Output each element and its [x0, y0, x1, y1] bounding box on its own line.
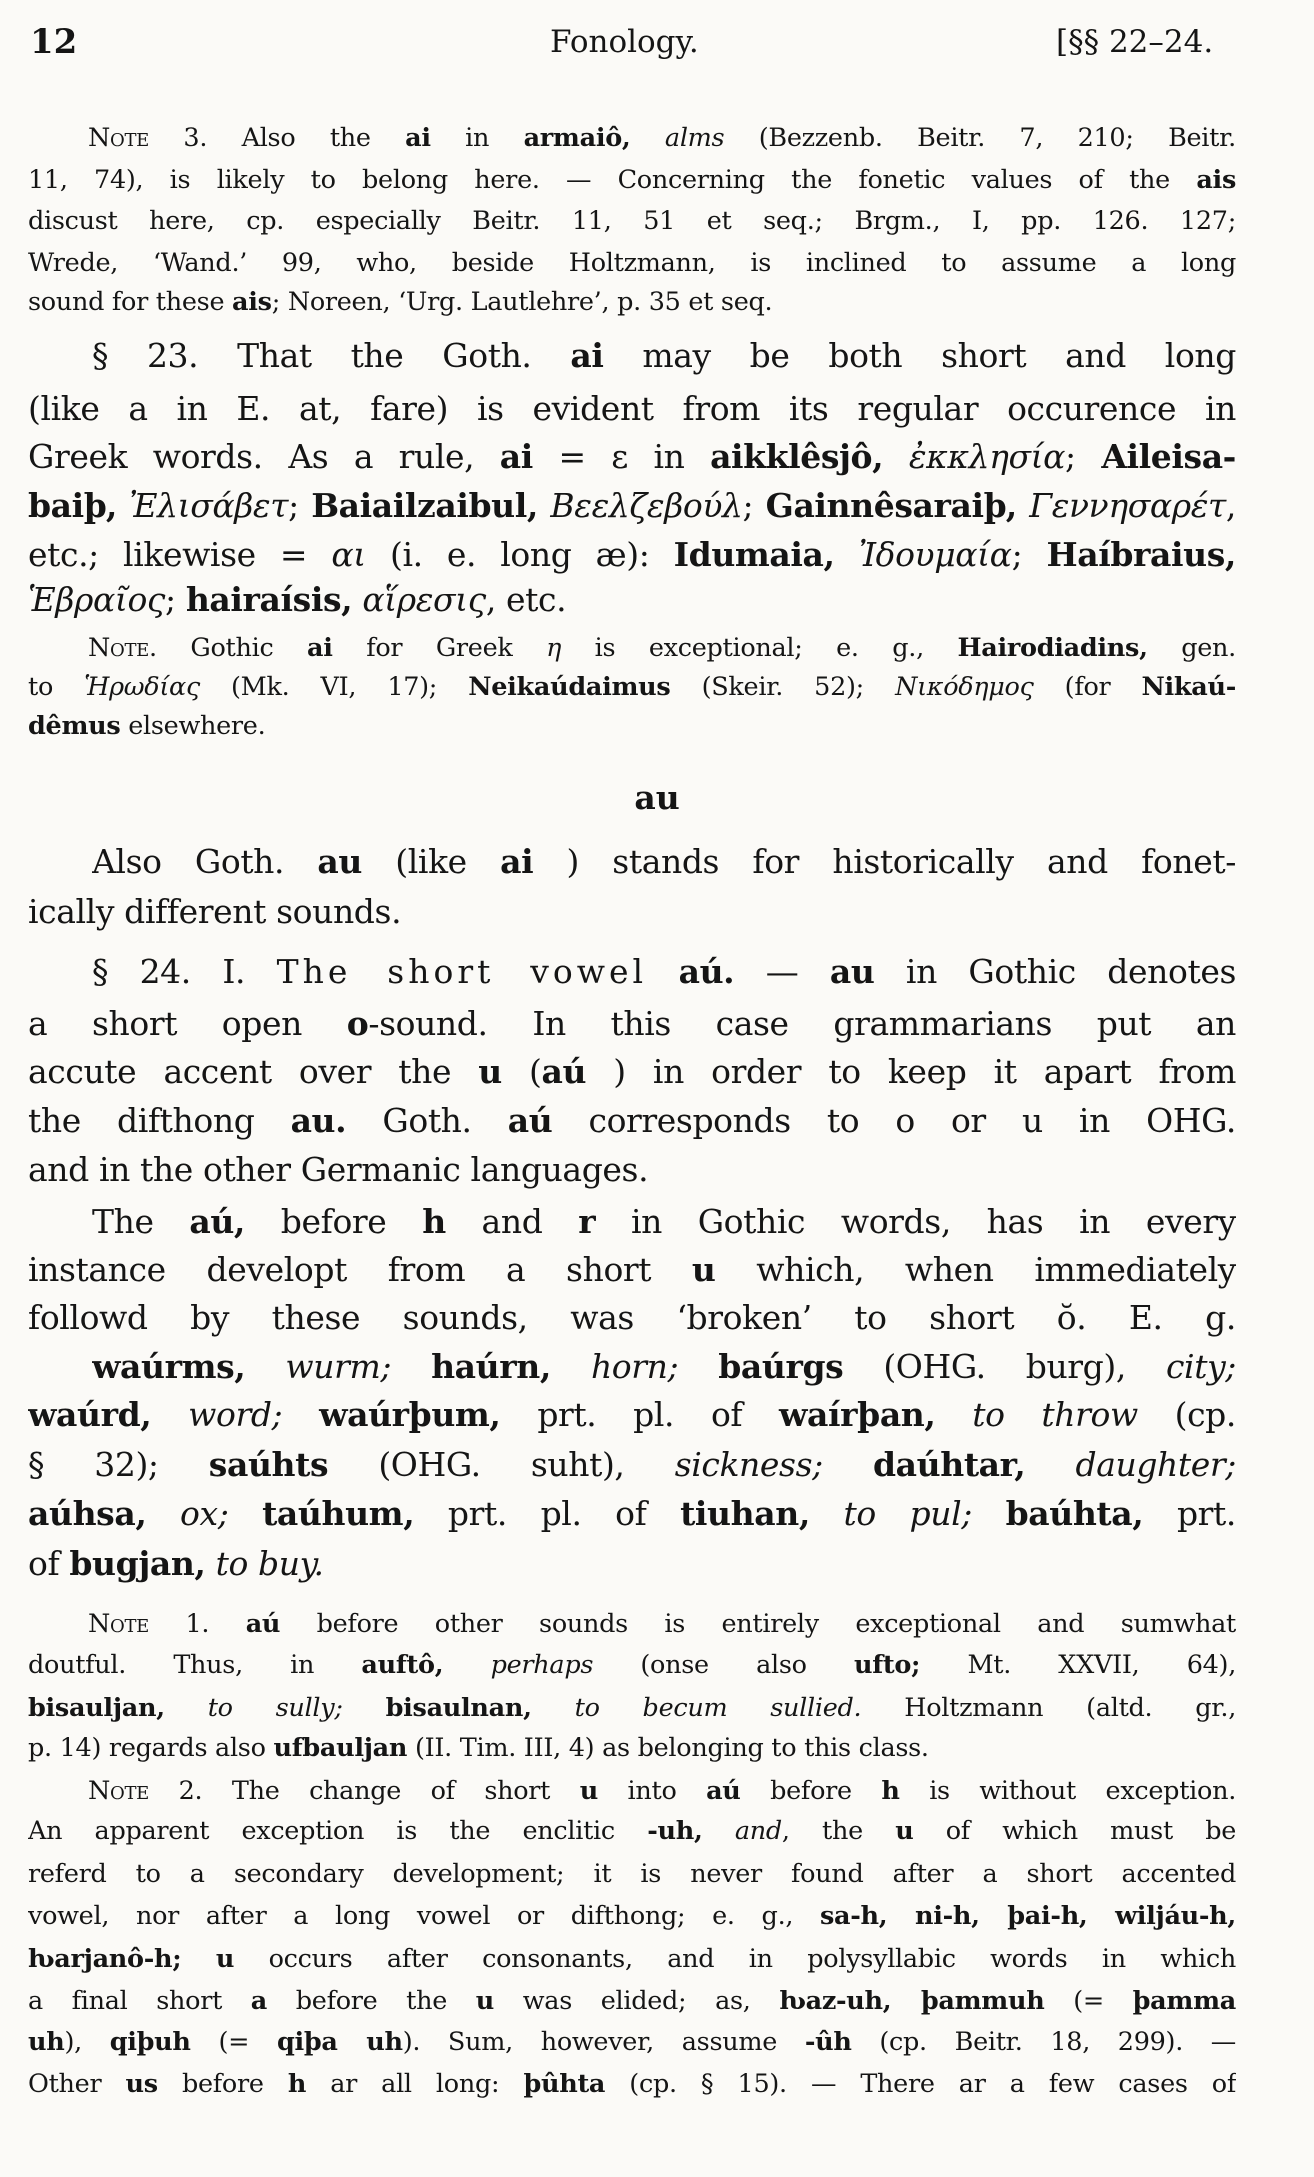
- italic-word: wurm;: [285, 1347, 392, 1386]
- text-run: [551, 1347, 591, 1386]
- text-run: ;: [288, 486, 312, 525]
- text-line: [28, 1647, 1236, 1683]
- italic-word: Ἑβραῖος: [28, 580, 166, 619]
- text-run: (cp. Beitr. 18, 299). —: [851, 2027, 1236, 2057]
- text-run: [209, 1609, 245, 1639]
- text-run: [165, 1693, 208, 1723]
- text-run: Also the: [207, 123, 406, 153]
- bold-word: þûhta: [523, 2069, 606, 2099]
- italic-word: and: [734, 1816, 782, 1846]
- text-line: [28, 1898, 1236, 1934]
- text-run: which, when immediately: [715, 1250, 1236, 1289]
- bold-word: waúrms,: [92, 1347, 246, 1386]
- text-line: [28, 203, 1236, 239]
- text-run: occurs after consonants, and in polysyllabic words in which: [234, 1944, 1236, 1974]
- italic-word: αἵρεσις: [362, 580, 486, 619]
- italic-word: city;: [1165, 1347, 1236, 1386]
- text-line: [28, 533, 1236, 577]
- italic-word: Ἐλισάβετ: [129, 486, 289, 525]
- text-run: ) stands for historically and fonet-: [533, 842, 1236, 881]
- text-run: [1025, 1445, 1075, 1484]
- text-run: ically different sounds.: [28, 892, 402, 931]
- text-run: (like: [362, 842, 501, 881]
- text-run: [343, 1693, 386, 1723]
- bold-word: waírþan,: [779, 1395, 936, 1434]
- italic-word: η: [546, 633, 562, 663]
- text-line: [88, 120, 1236, 156]
- running-title: Fonology.: [550, 24, 699, 60]
- text-run: before: [245, 1202, 423, 1241]
- text-run: vowel, nor after a long vowel or difthong; e. g.,: [28, 1901, 820, 1931]
- text-line: [28, 387, 1236, 431]
- bold-word: ai: [405, 123, 431, 153]
- text-line: [28, 578, 1236, 622]
- text-run: (onse also: [593, 1650, 854, 1680]
- bold-word: baúrgs: [718, 1347, 844, 1386]
- bold-word: Haíbraius,: [1046, 535, 1236, 574]
- bold-word: ƕarjanô-h;: [28, 1944, 182, 1974]
- text-run: (Bezzenb. Beitr. 7, 210; Beitr.: [724, 123, 1236, 153]
- text-line: [28, 1296, 1236, 1340]
- bold-word: bisauljan,: [28, 1693, 165, 1723]
- text-line: [28, 1393, 1236, 1437]
- text-run: before other sounds is entirely exceptional and sumwhat: [280, 1609, 1236, 1639]
- text-run: ;: [165, 580, 186, 619]
- section-heading-au: au: [634, 778, 680, 817]
- bold-word: -uh,: [647, 1816, 703, 1846]
- bold-word: Gainnêsaraiþ,: [765, 486, 1017, 525]
- text-run: [703, 1816, 735, 1846]
- italic-word: ἐκκλησία: [908, 437, 1066, 476]
- bold-word: Baiailzaibul,: [311, 486, 539, 525]
- bold-word: baiþ,: [28, 486, 117, 525]
- text-line: [92, 840, 1236, 884]
- text-line: [28, 435, 1236, 479]
- bold-word: ƕaz-uh, þammuh: [779, 1986, 1045, 2016]
- text-line: [28, 1690, 1236, 1726]
- text-line: [88, 1773, 1236, 1809]
- text-run: [181, 1944, 216, 1974]
- text-run: corresponds to o or u in OHG.: [552, 1101, 1236, 1140]
- text-run: before the: [267, 1986, 476, 2016]
- text-run: and: [445, 1202, 579, 1241]
- text-run: p. 14) regards also: [28, 1733, 274, 1763]
- text-run: a final short: [28, 1986, 251, 2016]
- text-run: (Mk. VI, 17);: [199, 672, 469, 702]
- italic-word: to buy.: [215, 1544, 324, 1583]
- text-run: (like a in E. at, fare) is evident from its regular occurence in: [28, 389, 1236, 428]
- text-run: before: [157, 2069, 288, 2099]
- bold-word: dêmus: [28, 711, 121, 741]
- italic-word: to sully;: [207, 1693, 343, 1723]
- bold-word: r: [578, 1202, 596, 1241]
- text-run: ar all long:: [306, 2069, 524, 2099]
- text-run: (=: [190, 2027, 277, 2057]
- bold-word: au.: [290, 1101, 347, 1140]
- bold-word: h: [881, 1776, 900, 1806]
- text-run: into: [597, 1776, 707, 1806]
- text-line: [28, 669, 1236, 705]
- text-run: ;: [1065, 437, 1102, 476]
- bold-word: us: [125, 2069, 158, 2099]
- text-run: followd by these sounds, was ‘broken’ to short ŏ. E. g.: [28, 1298, 1236, 1337]
- text-run: [146, 1494, 180, 1533]
- text-run: gen.: [1147, 633, 1236, 663]
- text-line: [28, 484, 1236, 528]
- text-run: accute accent over the: [28, 1052, 479, 1091]
- text-run: (Skeir. 52);: [670, 672, 896, 702]
- text-line: [92, 1345, 1236, 1389]
- text-run: [678, 1347, 718, 1386]
- text-run: [883, 437, 909, 476]
- text-run: ,: [1225, 486, 1236, 525]
- text-run: An apparent exception is the enclitic: [28, 1816, 648, 1846]
- bold-word: Neikaúdaimus: [468, 672, 671, 702]
- bold-word: h: [422, 1202, 446, 1241]
- text-run: , etc.: [485, 580, 567, 619]
- text-run: ;: [1011, 535, 1047, 574]
- text-run: [245, 1347, 285, 1386]
- bold-word: taúhum,: [262, 1494, 415, 1533]
- text-run: [117, 486, 129, 525]
- note-label: Note.: [88, 633, 157, 663]
- text-run: ),: [64, 2027, 110, 2057]
- text-line: [28, 1542, 1236, 1586]
- bold-word: au: [317, 842, 362, 881]
- bold-word: aúhsa,: [28, 1494, 147, 1533]
- text-run: sound for these: [28, 287, 233, 317]
- italic-word: alms: [664, 123, 725, 153]
- text-run: —: [734, 952, 830, 991]
- text-run: is exceptional; e. g.,: [561, 633, 958, 663]
- page-number: 12: [30, 22, 78, 62]
- text-run: instance developt from a short: [28, 1250, 692, 1289]
- bold-word: waúrd,: [28, 1395, 152, 1434]
- text-run: before: [740, 1776, 882, 1806]
- italic-word: horn;: [590, 1347, 679, 1386]
- text-line: [28, 708, 1236, 744]
- text-line: [28, 1983, 1236, 2019]
- text-run: [810, 1494, 844, 1533]
- bold-word: Hairodiadins,: [957, 633, 1148, 663]
- bold-word: u: [579, 1776, 598, 1806]
- bold-word: aú: [507, 1101, 553, 1140]
- bold-word: ufbauljan: [273, 1733, 408, 1763]
- text-line: [88, 630, 1236, 666]
- text-run: prt. pl. of: [500, 1395, 780, 1434]
- bold-word: h: [287, 2069, 307, 2099]
- text-run: referd to a secondary development; it is never found after a short accented: [28, 1859, 1236, 1889]
- text-line: [28, 2024, 1236, 2060]
- note-label: Note 1.: [88, 1609, 210, 1639]
- italic-word: αι: [331, 535, 366, 574]
- text-line: [28, 284, 1236, 320]
- text-run: (cp. § 15). — There ar a few cases of: [605, 2069, 1236, 2099]
- text-line: [28, 890, 1236, 934]
- italic-word: perhaps: [490, 1650, 594, 1680]
- bold-word: u: [691, 1250, 716, 1289]
- italic-word: Ἡρωδίας: [84, 672, 200, 702]
- bold-word: -ûh: [804, 2027, 852, 2057]
- text-run: § 32);: [28, 1445, 209, 1484]
- text-run: ;: [742, 486, 766, 525]
- italic-word: daughter;: [1075, 1445, 1236, 1484]
- text-line: [28, 1941, 1236, 1977]
- text-run: [538, 486, 550, 525]
- note-label: Note 3.: [88, 123, 208, 153]
- text-run: (cp.: [1137, 1395, 1236, 1434]
- text-run: [972, 1494, 1006, 1533]
- text-run: of: [28, 1544, 70, 1583]
- text-run: Wrede, ‘Wand.’ 99, who, beside Holtzmann, is inclined to assume a long: [28, 248, 1236, 278]
- text-line: [28, 1050, 1236, 1094]
- bold-word: ufto;: [853, 1650, 921, 1680]
- text-run: = ε in: [532, 437, 711, 476]
- bold-word: baúhta,: [1005, 1494, 1144, 1533]
- bold-word: u: [895, 1816, 914, 1846]
- text-run: [823, 1445, 873, 1484]
- text-run: Gothic: [156, 633, 307, 663]
- bold-word: sa-h, ni-h, þai-h, wiljáu-h,: [820, 1901, 1236, 1931]
- text-run: (: [501, 1052, 542, 1091]
- text-run: for Greek: [332, 633, 547, 663]
- bold-word: au: [829, 952, 875, 991]
- text-line: [92, 950, 1236, 994]
- text-run: Other: [28, 2069, 126, 2099]
- text-line: [28, 1813, 1236, 1849]
- text-line: [28, 1248, 1236, 1292]
- bold-word: u: [478, 1052, 502, 1091]
- text-run: discust here, cp. especially Beitr. 11, 51 et seq.; Brgm., I, pp. 126. 127;: [28, 206, 1236, 236]
- italic-word: word;: [188, 1395, 283, 1434]
- bold-word: qiþa uh: [276, 2027, 403, 2057]
- text-run: etc.; likewise =: [28, 535, 332, 574]
- text-run: [443, 1650, 490, 1680]
- bold-word: aú,: [189, 1202, 246, 1241]
- italic-word: ox;: [180, 1494, 229, 1533]
- text-run: § 23. That the Goth.: [92, 336, 571, 375]
- text-line: [28, 1856, 1236, 1892]
- text-run: -sound. In this case grammarians put an: [368, 1004, 1236, 1043]
- section-range: [§§ 22–24.: [1056, 24, 1214, 60]
- text-run: The change of short: [202, 1776, 580, 1806]
- text-run: (OHG. suht),: [328, 1445, 675, 1484]
- bold-word: waúrþum,: [319, 1395, 501, 1434]
- text-run: Holtzmann (altd. gr.,: [861, 1693, 1236, 1723]
- italic-word: to pul;: [843, 1494, 972, 1533]
- text-run: (for: [1033, 672, 1142, 702]
- bold-word: haúrn,: [431, 1347, 551, 1386]
- text-run: a short open: [28, 1004, 347, 1043]
- text-run: (II. Tim. III, 4) as belonging to this class.: [407, 1733, 929, 1763]
- note-label: Note 2.: [88, 1776, 203, 1806]
- text-line: [28, 1730, 1236, 1766]
- bold-word: ai: [499, 437, 533, 476]
- text-run: (i. e. long æ):: [365, 535, 674, 574]
- bold-word: o: [346, 1004, 369, 1043]
- text-run: to: [28, 672, 85, 702]
- text-run: and in the other Germanic languages.: [28, 1150, 649, 1189]
- bold-word: þamma: [1132, 1986, 1236, 2016]
- text-run: [206, 1544, 216, 1583]
- text-run: Greek words. As a rule,: [28, 437, 500, 476]
- text-line: [28, 1443, 1236, 1487]
- bold-word: hairaísis,: [185, 580, 353, 619]
- text-run: (OHG. burg),: [843, 1347, 1166, 1386]
- bold-word: Nikaú-: [1141, 672, 1236, 702]
- bold-word: uh: [28, 2027, 65, 2057]
- text-line: [92, 1200, 1236, 1244]
- bold-word: aú.: [678, 952, 735, 991]
- bold-word: bisaulnan,: [385, 1693, 532, 1723]
- bold-word: bugjan,: [69, 1544, 206, 1583]
- text-line: [28, 1099, 1236, 1143]
- italic-word: to becum sullied.: [574, 1693, 862, 1723]
- text-run: ). Sum, however, assume: [402, 2027, 805, 2057]
- text-run: , the: [781, 1816, 896, 1846]
- text-line: [28, 1492, 1236, 1536]
- bold-word: saúhts: [208, 1445, 329, 1484]
- text-run: in Gothic words, has in every: [595, 1202, 1236, 1241]
- bold-word: Aileisa-: [1101, 437, 1236, 476]
- bold-word: u: [215, 1944, 235, 1974]
- text-line: [28, 1002, 1236, 1046]
- text-run: prt. pl. of: [414, 1494, 681, 1533]
- italic-word: Γεννησαρέτ: [1029, 486, 1226, 525]
- bold-word: aikklêsjô,: [710, 437, 884, 476]
- text-run: The: [92, 1202, 190, 1241]
- text-run: the difthong: [28, 1101, 291, 1140]
- bold-word: ais: [1196, 165, 1236, 195]
- text-run: is without exception.: [899, 1776, 1236, 1806]
- bold-word: aú: [706, 1776, 741, 1806]
- bold-word: u: [475, 1986, 495, 2016]
- text-run: in: [430, 123, 524, 153]
- text-run: [631, 123, 665, 153]
- text-line: [92, 334, 1236, 378]
- text-run: [352, 580, 362, 619]
- italic-word: to throw: [972, 1395, 1138, 1434]
- text-run: was elided; as,: [494, 1986, 780, 2016]
- italic-word: sickness;: [674, 1445, 823, 1484]
- bold-word: ai: [500, 842, 534, 881]
- italic-word: Ἰδουμαία: [858, 535, 1012, 574]
- text-run: Goth.: [346, 1101, 508, 1140]
- text-run: of which must be: [913, 1816, 1236, 1846]
- bold-word: ai: [570, 336, 604, 375]
- text-line: [28, 162, 1236, 198]
- italic-word: Νικόδημος: [895, 672, 1034, 702]
- text-run: elsewhere.: [120, 711, 266, 741]
- italic-word: Βεελζεβούλ: [550, 486, 743, 525]
- text-run: ) in order to keep it apart from: [586, 1052, 1236, 1091]
- text-run: [228, 1494, 262, 1533]
- text-run: [935, 1395, 972, 1434]
- bold-word: aú: [541, 1052, 587, 1091]
- text-run: doutful. Thus, in: [28, 1650, 362, 1680]
- text-run: [282, 1395, 319, 1434]
- bold-word: tiuhan,: [680, 1494, 810, 1533]
- bold-word: qiþuh: [109, 2027, 191, 2057]
- text-line: [28, 2066, 1236, 2102]
- bold-word: Idumaia,: [673, 535, 835, 574]
- text-line: [28, 1148, 1236, 1192]
- text-run: may be both short and long: [603, 336, 1236, 375]
- bold-word: auftô,: [361, 1650, 444, 1680]
- text-run: [151, 1395, 188, 1434]
- text-run: § 24. I.: [92, 952, 277, 991]
- bold-word: aú: [245, 1609, 281, 1639]
- text-run: [532, 1693, 575, 1723]
- text-run: Also Goth.: [92, 842, 318, 881]
- text-run: [1017, 486, 1029, 525]
- bold-word: armaiô,: [523, 123, 631, 153]
- text-run: 11, 74), is likely to belong here. — Concerning the fonetic values of the: [28, 165, 1197, 195]
- text-run: [647, 952, 679, 991]
- text-run: in Gothic denotes: [874, 952, 1236, 991]
- text-run: [835, 535, 859, 574]
- text-run: [391, 1347, 431, 1386]
- text-run: ; Noreen, ‘Urg. Lautlehre’, p. 35 et seq.: [271, 287, 773, 317]
- text-run: The short vowel: [276, 952, 648, 991]
- text-run: (=: [1044, 1986, 1133, 2016]
- text-line: [88, 1606, 1236, 1642]
- bold-word: ais: [232, 287, 272, 317]
- bold-word: ai: [307, 633, 333, 663]
- bold-word: a: [250, 1986, 268, 2016]
- bold-word: daúhtar,: [872, 1445, 1026, 1484]
- text-run: prt.: [1143, 1494, 1236, 1533]
- text-line: [28, 245, 1236, 281]
- text-run: Mt. XXVII, 64),: [920, 1650, 1236, 1680]
